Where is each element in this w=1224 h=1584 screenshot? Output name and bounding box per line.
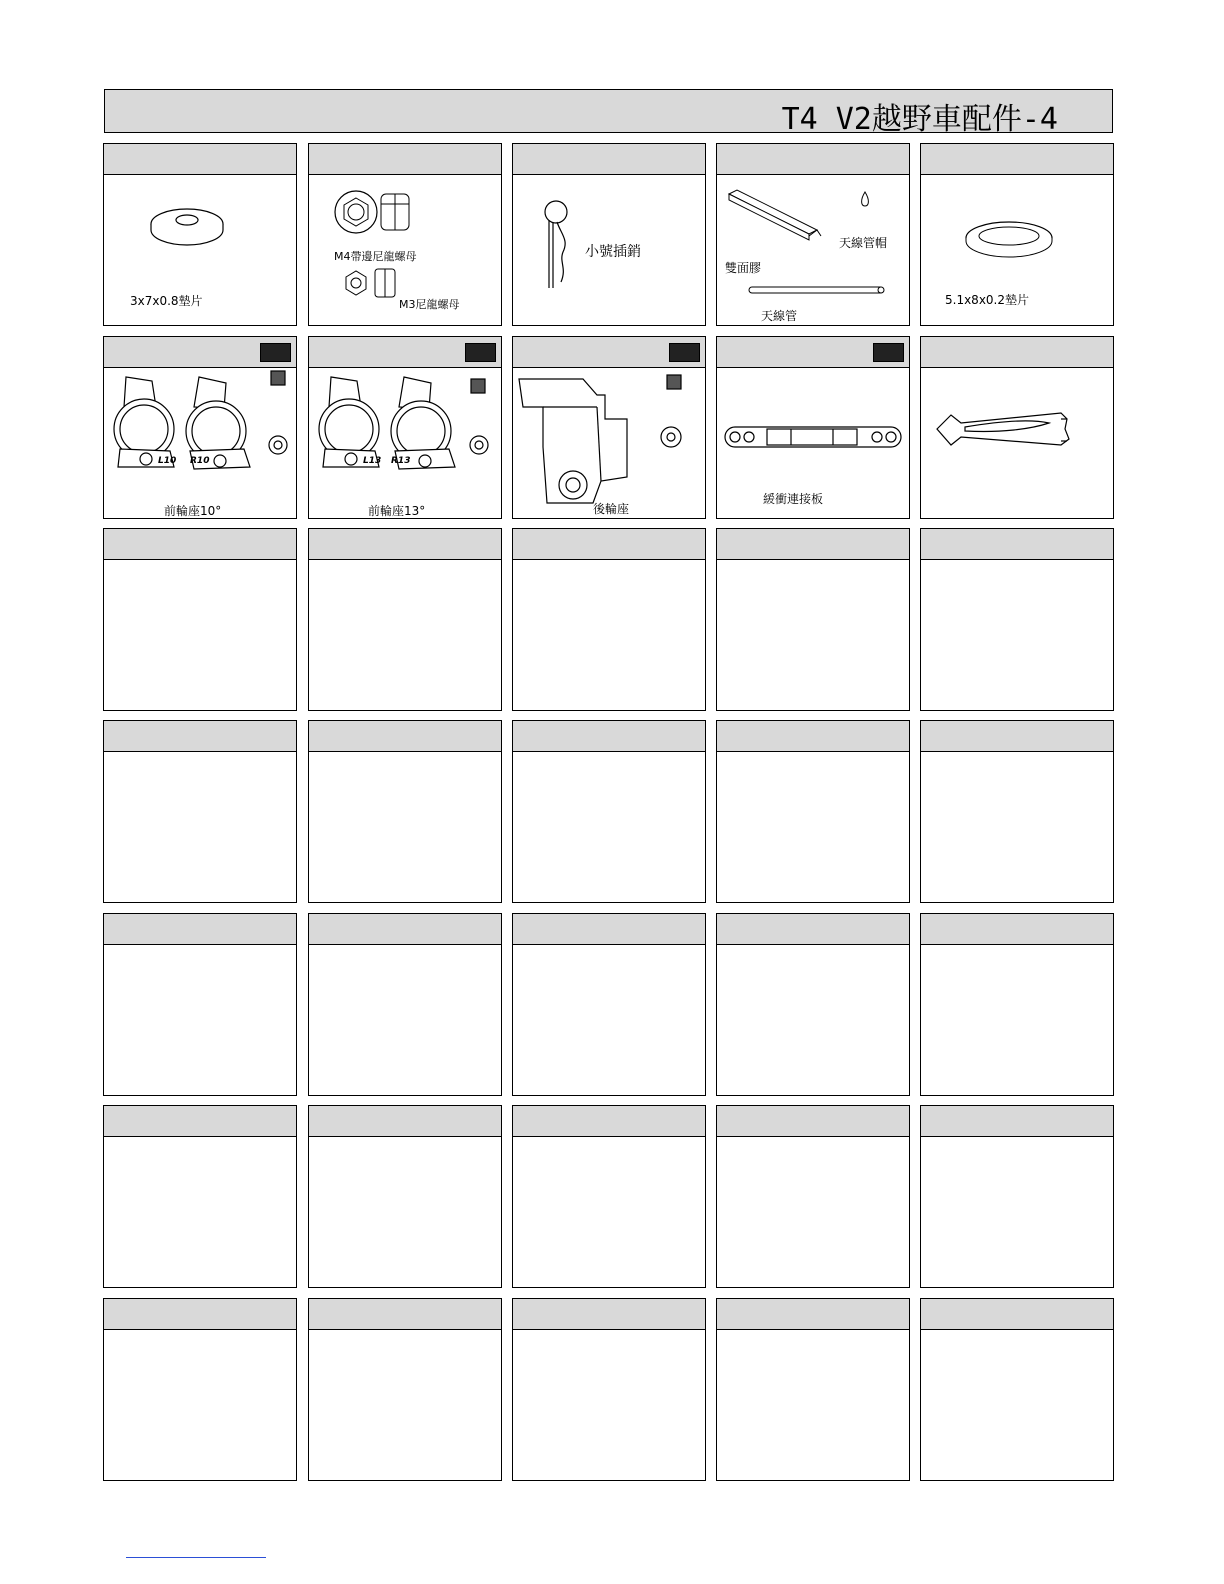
part-code-box [873, 343, 904, 362]
cell-header [717, 337, 909, 368]
part-cell-rear-hub [512, 336, 706, 519]
cell-header [513, 914, 705, 945]
cell-header [717, 1106, 909, 1137]
cell-header [513, 1299, 705, 1330]
cell-header [309, 721, 501, 752]
part-cell-front-hub-13 [308, 336, 502, 519]
brace-plate-icon [921, 367, 1115, 520]
empty-cell [512, 1298, 706, 1481]
page-title: T4 V2越野車配件-4 [781, 102, 1058, 137]
empty-cell [308, 720, 502, 903]
empty-cell [920, 528, 1114, 711]
cell-header [921, 1106, 1113, 1137]
part-label: 天線管 [761, 309, 798, 323]
part-label: 後輪座 [593, 502, 630, 516]
part-label: 前輪座13° [368, 504, 426, 518]
rear-hub-carrier-icon [513, 367, 707, 520]
empty-cell [716, 1298, 910, 1481]
cell-header [717, 721, 909, 752]
cell-header [921, 721, 1113, 752]
empty-cell [512, 1105, 706, 1288]
hub-mark: R13 [391, 456, 411, 466]
empty-cell [920, 913, 1114, 1096]
hub-mark: L10 [158, 456, 177, 466]
cell-header [104, 1299, 296, 1330]
cell-header [921, 1299, 1113, 1330]
hub-mark: R10 [190, 456, 210, 466]
cell-header [104, 914, 296, 945]
empty-cell [716, 913, 910, 1096]
part-cell-washer-3x7 [103, 143, 297, 326]
part-code-box [669, 343, 700, 362]
front-hub-carrier-icon [309, 367, 503, 520]
empty-cell [716, 720, 910, 903]
front-hub-carrier-icon [104, 367, 298, 520]
hub-mark: L13 [363, 456, 382, 466]
empty-cell [308, 528, 502, 711]
empty-cell [920, 720, 1114, 903]
empty-cell [308, 1105, 502, 1288]
empty-cell [920, 1105, 1114, 1288]
cell-header [309, 529, 501, 560]
empty-cell [512, 913, 706, 1096]
part-label: M4帶邊尼龍螺母 [334, 250, 417, 263]
empty-cell [103, 720, 297, 903]
cell-header [104, 144, 296, 175]
cell-header [513, 337, 705, 368]
empty-cell [103, 913, 297, 1096]
part-code-box [260, 343, 291, 362]
cell-header [309, 1299, 501, 1330]
part-label: 天線管帽 [839, 236, 888, 250]
cell-header [921, 337, 1113, 368]
part-label: 3x7x0.8墊片 [130, 294, 203, 308]
cell-header [717, 144, 909, 175]
empty-cell [512, 720, 706, 903]
cell-header [717, 529, 909, 560]
part-cell-front-hub-10 [103, 336, 297, 519]
part-code-box [465, 343, 496, 362]
cell-header [717, 914, 909, 945]
empty-cell [716, 1105, 910, 1288]
part-label: 前輪座10° [164, 504, 222, 518]
part-cell-nylon-nuts [308, 143, 502, 326]
cell-header [104, 529, 296, 560]
cell-header [921, 914, 1113, 945]
cell-header [513, 721, 705, 752]
part-label: M3尼龍螺母 [399, 298, 460, 311]
empty-cell [103, 1298, 297, 1481]
cell-header [513, 1106, 705, 1137]
empty-cell [512, 528, 706, 711]
empty-cell [103, 1105, 297, 1288]
empty-cell [920, 1298, 1114, 1481]
part-cell-r-clip [512, 143, 706, 326]
empty-cell [308, 1298, 502, 1481]
part-label: 雙面膠 [725, 261, 762, 275]
part-cell-antenna [716, 143, 910, 326]
part-label: 小號插銷 [585, 244, 641, 260]
cell-header [309, 1106, 501, 1137]
empty-cell [716, 528, 910, 711]
cell-header [921, 529, 1113, 560]
cell-header [513, 529, 705, 560]
cell-header [717, 1299, 909, 1330]
part-cell-brace-plate [920, 336, 1114, 519]
part-cell-washer-5x8 [920, 143, 1114, 326]
part-cell-shock-link [716, 336, 910, 519]
cell-header [921, 144, 1113, 175]
cell-header [309, 914, 501, 945]
cell-header [513, 144, 705, 175]
empty-cell [308, 913, 502, 1096]
cell-header [104, 1106, 296, 1137]
cell-header [104, 337, 296, 368]
part-label: 緩衝連接板 [763, 492, 824, 506]
empty-cell [103, 528, 297, 711]
page-title-bar [104, 89, 1113, 137]
cell-header [309, 144, 501, 175]
cell-header [104, 721, 296, 752]
cell-header [309, 337, 501, 368]
part-label: 5.1x8x0.2墊片 [945, 293, 1030, 307]
footer-rule [126, 1557, 266, 1558]
